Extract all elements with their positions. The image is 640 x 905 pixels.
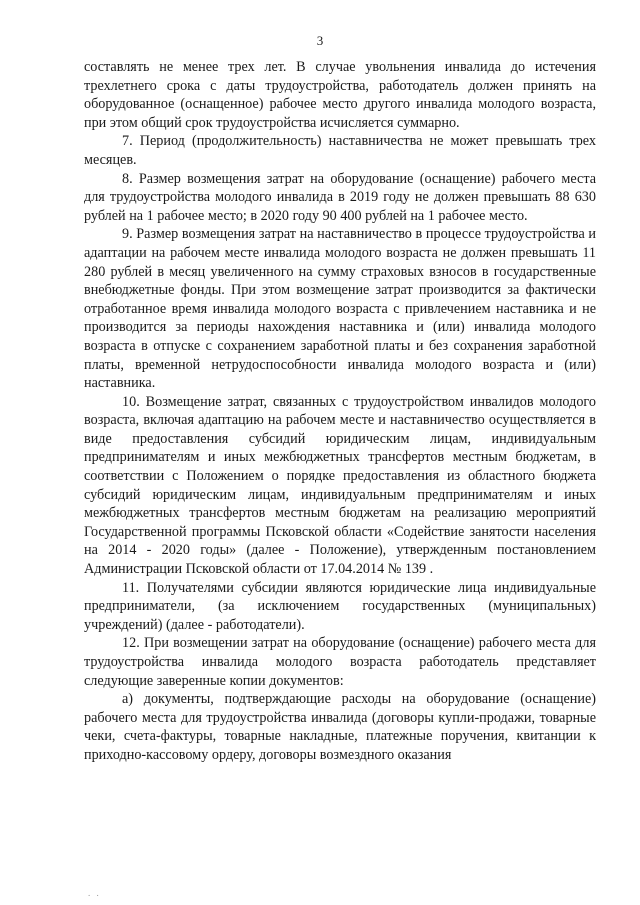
paragraph-12a-expense-documents: а) документы, подтверждающие расходы на оборудование (оснащение) рабочего места для трудоустройства инвалида (договоры купли-продажи, товарные чеки, счета-фактуры, товарные накладные, платежные поручения, квитанции к приходно-кассовому ордеру, договоры возмездного оказания [84, 691, 596, 763]
document-body [84, 58, 596, 765]
paragraph-11-subsidy-recipients: 11. Получателями субсидии являются юридические лица индивидуальные предприниматели, (за исключением государственных (муниципальных) учреждений) (далее - работодатели). [84, 579, 596, 633]
paragraph-continuation: составлять не менее трех лет. В случае увольнения инвалида до истечения трехлетнего срока с даты трудоустройства, работодатель должен принять на оборудованное (оснащенное) рабочее место другого инвалида молодого возраста, при этом общий срок трудоустройства исчисляется суммарно. [84, 59, 596, 131]
scan-artifact-marks: . . [88, 888, 101, 898]
paragraph-10-reimbursement-procedure: 10. Возмещение затрат, связанных с трудоустройством инвалидов молодого возраста, включая адаптацию на рабочем месте и наставничество осуществляется в виде предоставления субсидий юридическим лицам, индивидуальным предпринимателям и иных межбюджетных трансфертов местным бюджетам, в соответствии с Положением о порядке предоставления из областного бюджета субсидий юридическим лицам, индивидуальным предпринимателям и иных межбюджетных трансфертов местным бюджетам на реализацию мероприятий Государственной программы Псковской области «Содействие занятости населения на 2014 - 2020 годы» (далее - Положение), утвержденным постановлением Администрации Псковской области от 17.04.2014 № 139 . [84, 393, 596, 578]
paragraph-7-mentoring-period: 7. Период (продолжительность) наставничества не может превышать трех месяцев. [84, 133, 596, 168]
paragraph-9-mentoring-cost-limit: 9. Размер возмещения затрат на наставничество в процессе трудоустройства и адаптации на рабочем месте инвалида молодого возраста не должен превышать 11 280 рублей в месяц увеличенного на сумму страховых взносов в государственные внебюджетные фонды. При этом возмещение затрат производится за фактически отработанное время инвалида молодого возраста с привлечением наставника и не производится за периоды нахождения наставника и (или) инвалида молодого возраста в отпуске с сохранением заработной платы и без сохранения заработной платы, временной нетрудоспособности инвалида молодого возраста и (или) наставника. [84, 226, 596, 392]
page-number: 3 [316, 33, 324, 48]
paragraph-12-required-documents: 12. При возмещении затрат на оборудование (оснащение) рабочего места для трудоустройства инвалида молодого возраста работодатель представляет следующие заверенные копии документов: [84, 635, 596, 689]
paragraph-8-equipment-cost-limit: 8. Размер возмещения затрат на оборудование (оснащение) рабочего места для трудоустройства молодого инвалида в 2019 году не должен превышать 88 630 рублей на 1 рабочее место; в 2020 году 90 400 рублей на 1 рабочее место. [84, 170, 596, 224]
